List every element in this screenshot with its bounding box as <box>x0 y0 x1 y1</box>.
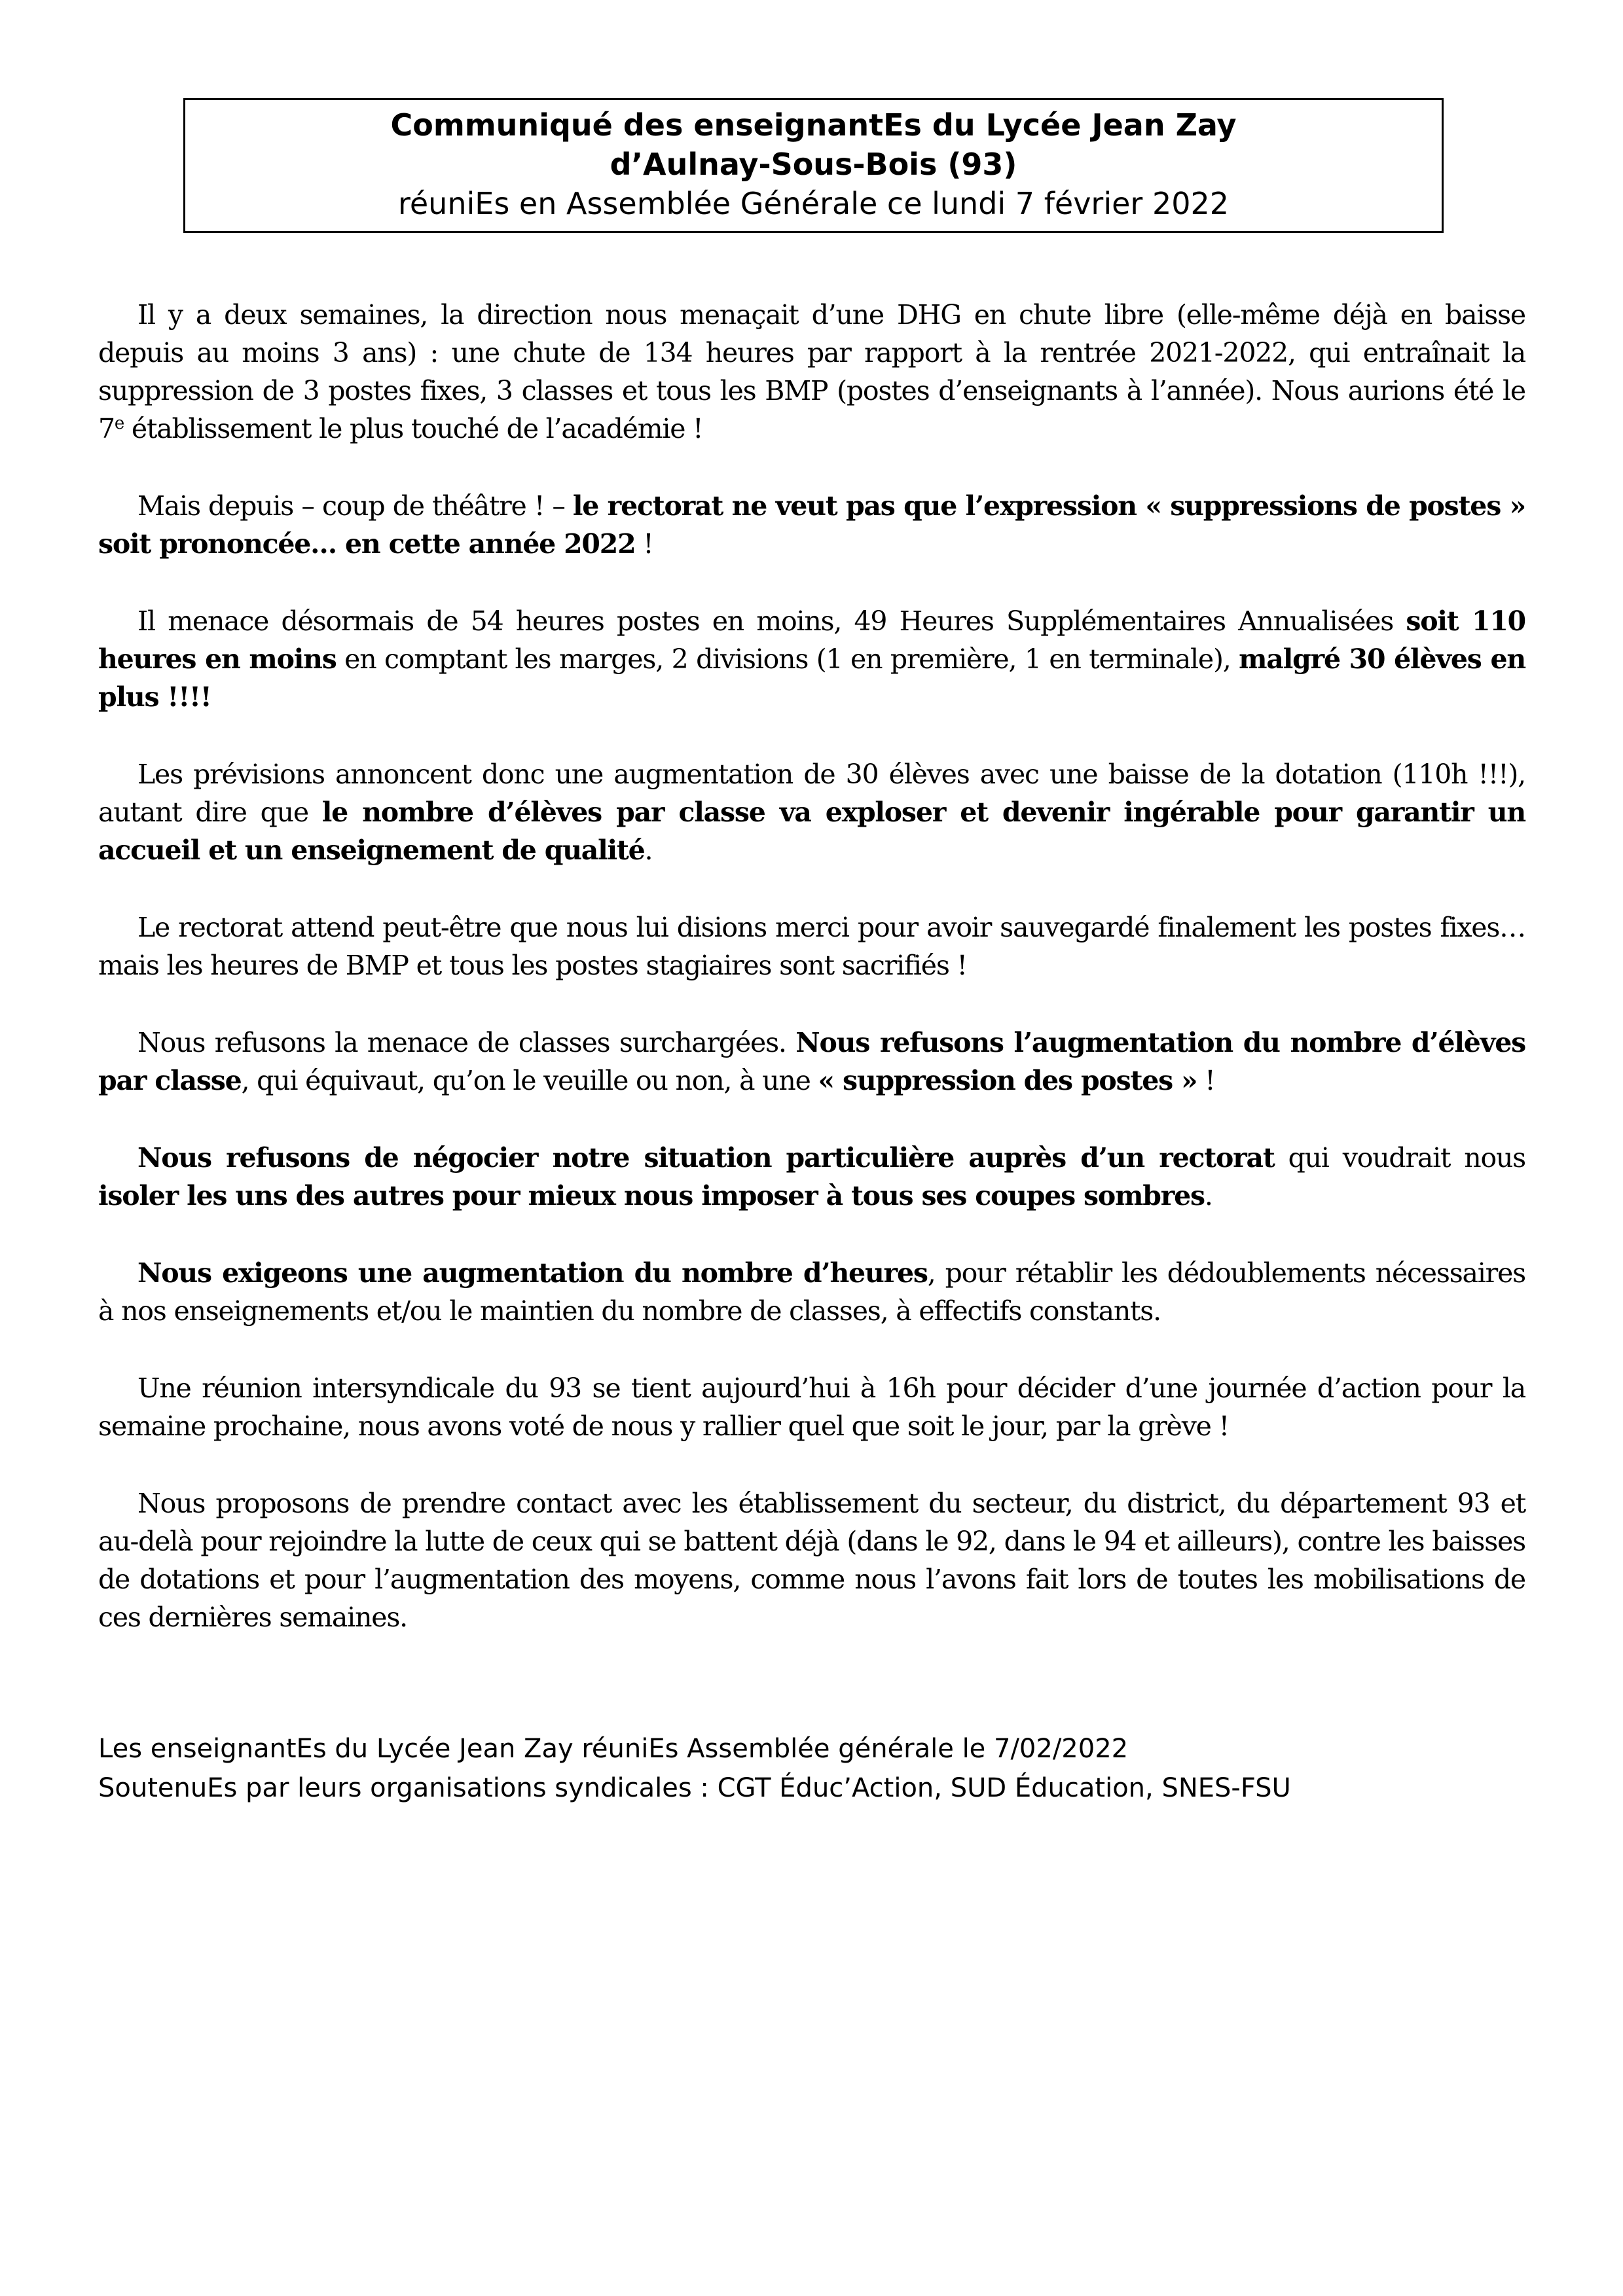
paragraph-5-text: Le rectorat attend peut-être que nous lui disions merci pour avoir sauvegardé finalement les postes fixes… mais les heures de BMP et tous les postes stagiaires sont sacrifiés ! <box>98 912 1525 981</box>
signature-line-1: Les enseignantEs du Lycée Jean Zay réuniEs Assemblée générale le 7/02/2022 <box>98 1734 1129 1764</box>
paragraph-10-text: Nous proposons de prendre contact avec les établissement du secteur, du district, du département 93 et au-delà pour rejoindre la lutte de ceux qui se battent déjà (dans le 92, dans le 94 et ailleurs), contre les baisses de dotations et pour l’augmentation des moyens, comme nous l’avons fait lors de toutes les mobilisations de ces dernières semaines. <box>98 1488 1525 1633</box>
paragraph-6-text-mid: , qui équivaut, qu’on le veuille ou non, à une <box>241 1065 818 1096</box>
paragraph-6-text-end: ! <box>1197 1065 1215 1096</box>
paragraph-1-text-end: établissement le plus touché de l’académie ! <box>124 413 703 444</box>
paragraph-2-emphasis: le rectorat ne veut pas que l’expression « suppressions de postes » soit prononcée… en cette année 2022 <box>98 490 1525 560</box>
paragraph-8-emphasis: Nous exigeons une augmentation du nombre d’heures <box>137 1257 928 1289</box>
paragraph-3 <box>98 602 1525 716</box>
paragraph-3-text-mid: en comptant les marges, 2 divisions (1 en première, 1 en terminale), <box>336 643 1239 675</box>
paragraph-7-text-mid: qui voudrait nous <box>1274 1142 1525 1174</box>
paragraph-3-text: Il menace désormais de 54 heures postes en moins, 49 Heures Supplémentaires Annualisées <box>137 605 1406 637</box>
paragraph-4 <box>98 755 1525 869</box>
paragraph-4-text-end: . <box>644 834 653 866</box>
paragraph-7-text-end: . <box>1204 1180 1213 1211</box>
title-line-2: d’Aulnay-Sous-Bois (93) <box>610 147 1017 182</box>
paragraph-3-emphasis-2: malgré 30 élèves en plus !!!! <box>98 643 1525 713</box>
title-line-1: Communiqué des enseignantEs du Lycée Jean Zay <box>390 107 1237 143</box>
paragraph-2-text-end: ! <box>635 528 653 560</box>
signature-block <box>98 1729 1525 1808</box>
paragraph-8 <box>98 1254 1525 1330</box>
paragraph-10 <box>98 1484 1525 1636</box>
paragraph-8-text: , pour rétablir les dédoublements nécessaires à nos enseignements et/ou le maintien du nombre de classes, à effectifs constants. <box>98 1257 1525 1327</box>
paragraph-6-emphasis-2: « suppression des postes » <box>818 1065 1197 1096</box>
paragraph-4-emphasis: le nombre d’élèves par classe va exploser et devenir ingérable pour garantir un accueil et un enseignement de qualité <box>98 797 1525 866</box>
paragraph-7 <box>98 1139 1525 1215</box>
title-line-3: réuniEs en Assemblée Générale ce lundi 7 février 2022 <box>397 186 1230 221</box>
paragraph-6-emphasis-1: Nous refusons l’augmentation du nombre d’élèves par classe <box>98 1027 1525 1096</box>
paragraph-9-text: Une réunion intersyndicale du 93 se tient aujourd’hui à 16h pour décider d’une journée d’action pour la semaine prochaine, nous avons voté de nous y rallier quel que soit le jour, par la grève ! <box>98 1372 1525 1442</box>
paragraph-3-emphasis-1: soit 110 heures en moins <box>98 605 1526 675</box>
paragraph-7-emphasis-1: Nous refusons de négocier notre situation particulière auprès d’un rectorat <box>137 1142 1275 1174</box>
paragraph-7-emphasis-2: isoler les uns des autres pour mieux nous imposer à tous ses coupes sombres <box>98 1180 1205 1211</box>
signature-line-2: SoutenuEs par leurs organisations syndicales : CGT Éduc’Action, SUD Éducation, SNES-FSU <box>98 1773 1291 1803</box>
paragraph-4-text: Les prévisions annoncent donc une augmentation de 30 élèves avec une baisse de la dotation (110h !!!), autant dire que <box>98 759 1525 828</box>
paragraph-6 <box>98 1024 1525 1100</box>
paragraph-2-text: Mais depuis – coup de théâtre ! – <box>137 490 573 522</box>
paragraph-1-text: Il y a deux semaines, la direction nous menaçait d’une DHG en chute libre (elle-même déjà en baisse depuis au moins 3 ans) : une chute de 134 heures par rapport à la rentrée 2021-2022, qui entraînait la suppression de 3 postes fixes, 3 classes et tous les BMP (postes d’enseignants à l’année). Nous aurions été le 7 <box>98 299 1525 444</box>
paragraph-5 <box>98 908 1525 984</box>
paragraph-6-text: Nous refusons la menace de classes surchargées. <box>137 1027 796 1058</box>
paragraph-1 <box>98 296 1525 448</box>
ordinal-superscript: e <box>114 414 124 433</box>
paragraph-9 <box>98 1369 1525 1445</box>
title-box <box>183 98 1444 233</box>
communique-body <box>98 296 1525 1676</box>
paragraph-2 <box>98 487 1525 563</box>
